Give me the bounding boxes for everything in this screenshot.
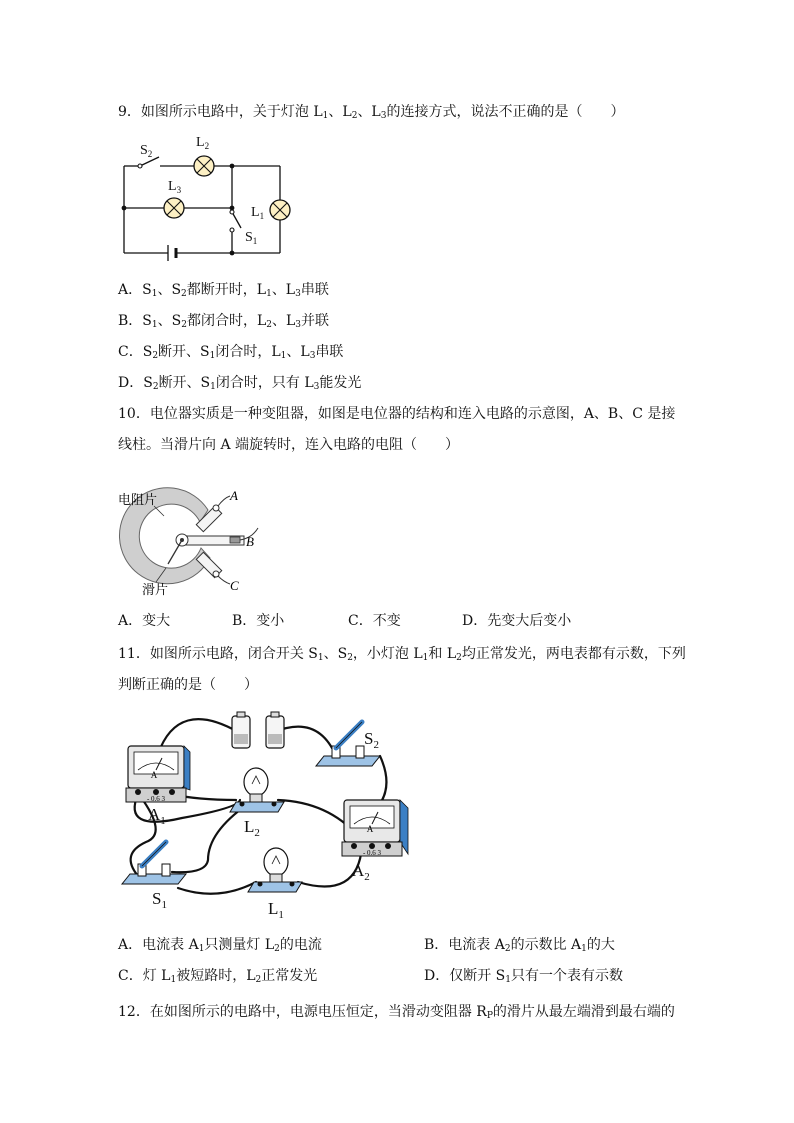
label-terminal-a: A (230, 488, 238, 503)
lamp-l2-icon (194, 156, 214, 176)
label-s2: $S_2$ (140, 143, 153, 159)
bulb-l1-icon (248, 848, 302, 892)
battery-icon (232, 712, 284, 748)
label-l1: $L_1$ (251, 205, 265, 221)
q11-option-b[interactable]: B．电流表 $A_2$的示数比 $A_1$的大 (424, 937, 615, 954)
label-l1: $L_1$ (268, 899, 284, 920)
q10-stem-line2: 线柱。当滑片向 A 端旋转时，连入电路的电阻（ ） (118, 437, 460, 453)
label-terminal-b: B (246, 534, 254, 549)
svg-text:- 0.6 3: - 0.6 3 (362, 849, 382, 857)
svg-text:- 0.6 3: - 0.6 3 (146, 795, 166, 803)
q9-option-c[interactable]: C．$S_2$断开、$S_1$闭合时，$L_1$、$L_3$串联 (118, 344, 344, 361)
q9-option-d[interactable]: D．$S_2$断开、$S_1$闭合时，只有 $L_3$能发光 (118, 375, 362, 392)
label-l2: $L_2$ (196, 135, 210, 151)
q10-option-c[interactable]: C．不变 (348, 613, 401, 629)
q9-option-a[interactable]: A．$S_1$、$S_2$都断开时，$L_1$、$L_3$串联 (118, 282, 329, 299)
q10-option-d[interactable]: D．先变大后变小 (462, 613, 572, 629)
label-a2: $A_2$ (352, 861, 370, 883)
label-s1: $S_1$ (152, 889, 167, 911)
q9-circuit-diagram (110, 128, 300, 270)
q11-option-c[interactable]: C．灯 $L_1$被短路时，$L_2$正常发光 (118, 968, 318, 985)
q10-option-a[interactable]: A．变大 (118, 613, 171, 629)
ammeter-a1-icon (126, 746, 190, 803)
label-l2: $L_2$ (244, 817, 260, 839)
q11-physical-circuit (118, 704, 414, 920)
q11-stem-line1: 11．如图所示电路，闭合开关 $S_1$、$S_2$，小灯泡 $L_1$和 $L_2$均正常发光，两电表都有示数，下列 (118, 646, 686, 663)
label-l3: $L_3$ (168, 179, 182, 195)
label-slider: 滑片 (142, 582, 169, 597)
svg-text:A: A (366, 824, 374, 834)
q12-stem: 12．在如图所示的电路中，电源电压恒定，当滑动变阻器 $R_P$的滑片从最左端滑到最右端的 (118, 1004, 675, 1021)
label-terminal-c: C (230, 578, 239, 593)
q10-potentiometer-diagram (112, 478, 282, 602)
lamp-l1-icon (270, 200, 290, 220)
q11-option-d[interactable]: D．仅断开 $S_1$只有一个表有示数 (424, 968, 624, 985)
label-s1: $S_1$ (245, 230, 258, 246)
slider-arm (168, 528, 258, 564)
q11-stem-line2: 判断正确的是（ ） (118, 677, 258, 693)
q9-option-b[interactable]: B．$S_1$、$S_2$都闭合时，$L_2$、$L_3$并联 (118, 313, 330, 330)
q10-stem-line1: 10．电位器实质是一种变阻器，如图是电位器的结构和连入电路的示意图，A、B、C 是接 (118, 406, 676, 422)
q10-option-b[interactable]: B．变小 (232, 613, 285, 629)
label-s2: $S_2$ (364, 729, 379, 751)
ammeter-a2-icon (342, 800, 408, 857)
label-a1: $A_1$ (148, 805, 166, 827)
label-resistor: 电阻片 (118, 492, 158, 507)
svg-text:A: A (150, 770, 158, 780)
q9-stem: 9．如图所示电路中，关于灯泡 $L_1$、$L_2$、$L_3$的连接方式，说法不正确的是（ ） (118, 104, 625, 121)
bulb-l2-icon (230, 768, 284, 812)
lamp-l3-icon (164, 198, 184, 218)
q11-option-a[interactable]: A．电流表 $A_1$只测量灯 $L_2$的电流 (118, 937, 322, 954)
